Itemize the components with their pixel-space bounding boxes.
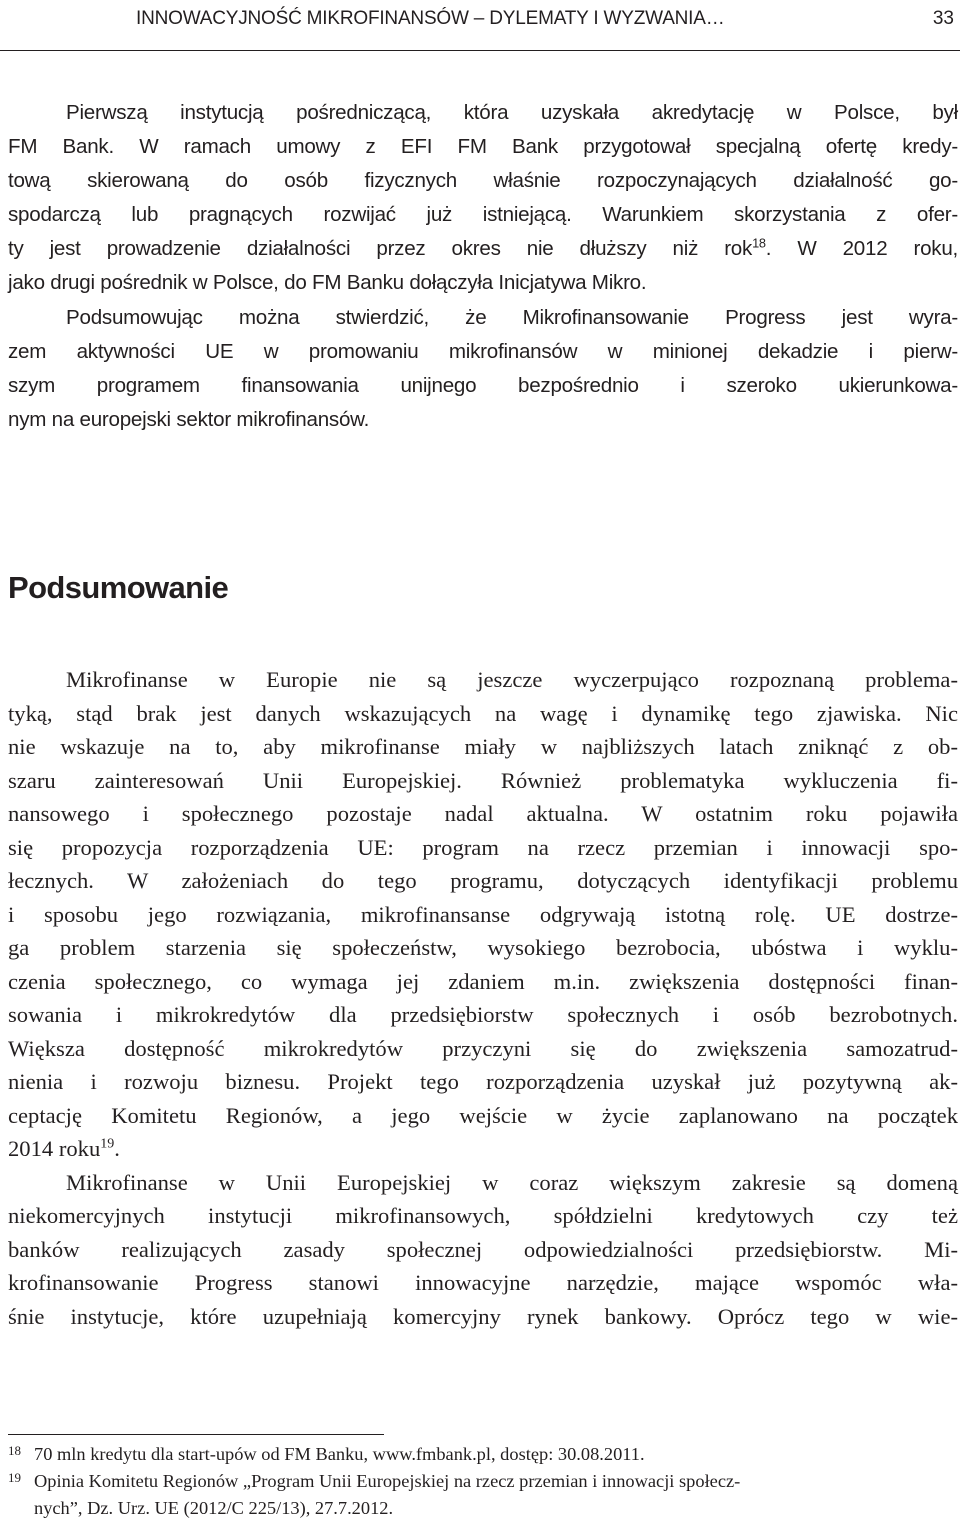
text-line: nym na europejski sektor mikrofinansów. [8, 407, 370, 431]
text-line: nie wskazuje na to, aby mikrofinanse miały w najbliższych latach zniknąć z ob- [8, 734, 958, 759]
text-line [8, 232, 958, 266]
body-text-section-2 [8, 663, 958, 1333]
footnote-separator [8, 1434, 384, 1435]
text-line: szym programem finansowania unijnego bezpośrednio i szeroko ukierunkowa- [8, 373, 958, 397]
section-heading: Podsumowanie [8, 570, 229, 605]
footnotes [8, 1441, 958, 1522]
text-line: zem aktywności UE w promowaniu mikrofinansów w minionej dekadzie i pierw- [8, 339, 958, 363]
text-line: niekomercyjnych instytucji mikrofinansowych, spółdzielni kredytowych czy też [8, 1203, 958, 1228]
text-line: śnie instytucje, które uzupełniają komercyjny rynek bankowy. Oprócz tego w wie- [8, 1303, 958, 1329]
text-line: spodarczą lub pragnących rozwijać już istniejącą. Warunkiem skorzystania z ofer- [8, 203, 958, 227]
footnote-ref-18[interactable]: 18 [752, 235, 766, 251]
page-number: 33 [932, 8, 954, 29]
header-rule [0, 50, 960, 51]
text-line: łecznych. W założeniach do tego programu, dotyczących identyfikacji problemu [8, 868, 958, 893]
footnote-19 [8, 1468, 958, 1522]
footnote-text: 70 mln kredytu dla start-upów od FM Banku, www.fmbank.pl, dostęp: 30.08.2011. [34, 1444, 645, 1464]
footnote-18 [8, 1441, 958, 1468]
text-line: FM Bank. W ramach umowy z EFI FM Bank przygotował specjalną ofertę kredy- [8, 135, 958, 159]
text-span: ty jest prowadzenie działalności przez okres nie dłuższy niż rok [8, 237, 753, 261]
footnote-ref-19[interactable]: 19 [100, 1136, 115, 1152]
text-line: banków realizujących zasady społecznej odpowiedzialności przedsiębiorstw. Mi- [8, 1236, 958, 1262]
text-line: nienia i rozwoju biznesu. Projekt tego rozporządzenia uzyskał już pozytywną ak- [8, 1069, 958, 1094]
footnote-number: 18 [8, 1443, 21, 1458]
text-span: . W 2012 roku, [765, 237, 959, 261]
text-span: 2014 roku [8, 1136, 101, 1161]
text-line: ga problem starzenia się społeczeństw, wysokiego bezrobocia, ubóstwa i wyklu- [8, 935, 958, 960]
page-header [0, 0, 960, 52]
text-line: nansowego i społecznego pozostaje nadal aktualna. W ostatnim roku pojawiła [8, 801, 958, 826]
text-line: i sposobu jego rozwiązania, mikrofinansanse odgrywają istotną rolę. UE dostrze- [8, 901, 958, 927]
text-line: jako drugi pośrednik w Polsce, do FM Banku dołączyła Inicjatywa Mikro. [8, 271, 647, 295]
text-line: ceptację Komitetu Regionów, a jego wejście w życie zaplanowano na początek [8, 1102, 958, 1128]
footnote-number: 19 [8, 1470, 21, 1485]
text-line: czenia społecznego, co wymaga jej zdaniem m.in. zwiększenia dostępności finan- [8, 968, 958, 994]
running-header-title: INNOWACYJNOŚĆ MIKROFINANSÓW – DYLEMATY I WYZWANIA… [136, 8, 725, 29]
text-line: sowania i mikrokredytów dla przedsiębiorstw społecznych i osób bezrobotnych. [8, 1002, 958, 1027]
text-line [8, 1132, 958, 1166]
text-line: Większa dostępność mikrokredytów przyczyni się do zwiększenia samozatrud- [8, 1035, 958, 1061]
body-text-section-1 [8, 96, 958, 437]
text-line: Pierwszą instytucją pośredniczącą, która uzyskała akredytację w Polsce, był [66, 101, 958, 124]
text-line: Mikrofinanse w Europie nie są jeszcze wyczerpująco rozpoznaną problema- [66, 667, 958, 692]
footnote-text-continued: nych”, Dz. Urz. UE (2012/C 225/13), 27.7.2012. [34, 1498, 394, 1518]
text-line: tyką, stąd brak jest danych wskazujących na wagę i dynamikę tego zjawiska. Nic [8, 700, 958, 726]
text-line: tową skierowaną do osób fizycznych właśnie rozpoczynających działalność go- [8, 169, 958, 193]
text-line: Podsumowując można stwierdzić, że Mikrofinansowanie Progress jest wyra- [66, 305, 958, 329]
text-span: . [114, 1136, 120, 1161]
text-line: szaru zainteresowań Unii Europejskiej. Również problematyka wykluczenia fi- [8, 767, 958, 793]
text-line: się propozycja rozporządzenia UE: program na rzecz przemian i innowacji spo- [8, 834, 958, 860]
text-line: Mikrofinanse w Unii Europejskiej w coraz większym zakresie są domeną [66, 1169, 958, 1195]
footnote-text: Opinia Komitetu Regionów „Program Unii Europejskiej na rzecz przemian i innowacji społecz- [34, 1471, 741, 1491]
text-line: krofinansowanie Progress stanowi innowacyjne narzędzie, mające wspomóc wła- [8, 1270, 958, 1295]
